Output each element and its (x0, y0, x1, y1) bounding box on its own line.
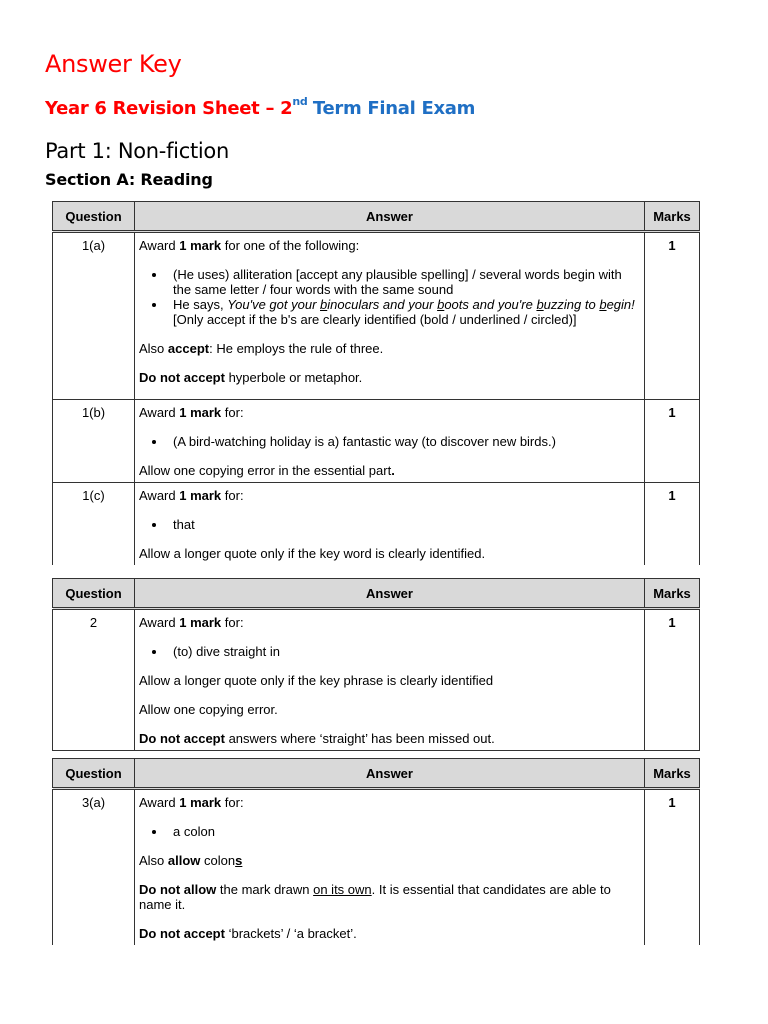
col-question: Question (53, 759, 135, 789)
award-line: Award 1 mark for: (139, 488, 244, 503)
answer-list (139, 517, 640, 532)
table-header-row (53, 579, 700, 609)
answer-cell (135, 232, 645, 400)
question-number: 1(c) (53, 483, 135, 566)
question-number: 1(a) (53, 232, 135, 400)
col-question: Question (53, 202, 135, 232)
subtitle-sheet: Year 6 Revision Sheet (45, 98, 260, 119)
answer-list (139, 644, 640, 659)
also-accept-line: Also accept: He employs the rule of three. (139, 341, 384, 356)
also-allow-line: Also allow colons (139, 853, 243, 868)
marks-value: 1 (645, 232, 700, 400)
table-row-2 (53, 609, 700, 751)
do-not-accept-line: Do not accept ‘brackets’ / ‘a bracket’. (139, 926, 357, 941)
list-item: • (to) dive straight in (167, 644, 640, 659)
mark-scheme-table-1 (52, 201, 700, 565)
col-question: Question (53, 579, 135, 609)
subtitle-term-number: 2 (280, 98, 293, 119)
table-row-1b (53, 400, 700, 483)
question-number: 1(b) (53, 400, 135, 483)
col-marks: Marks (645, 202, 700, 232)
col-answer: Answer (135, 579, 645, 609)
question-number: 3(a) (53, 789, 135, 946)
page-title: Answer Key (45, 50, 182, 78)
do-not-accept-line: Do not accept answers where ‘straight’ has been missed out. (139, 731, 495, 746)
table-header-row (53, 759, 700, 789)
marks-value: 1 (645, 400, 700, 483)
subtitle-dash: – (259, 98, 281, 119)
table-row-1c (53, 483, 700, 566)
question-number: 2 (53, 609, 135, 751)
answer-cell (135, 483, 645, 566)
answer-cell (135, 789, 645, 946)
award-line: Award 1 mark for: (139, 615, 244, 630)
subtitle (45, 95, 476, 119)
table-row-1a (53, 232, 700, 400)
part-heading: Part 1: Non-fiction (45, 139, 229, 163)
mark-scheme-table-2 (52, 578, 700, 751)
list-item: • that (167, 517, 640, 532)
mark-scheme-table-3 (52, 758, 700, 945)
marks-value: 1 (645, 789, 700, 946)
list-item: • (He uses) alliteration [accept any plausible spelling] / several words begin with the same letter / four words with the same sound (167, 267, 640, 297)
table-header-row (53, 202, 700, 232)
col-marks: Marks (645, 579, 700, 609)
section-heading: Section A: Reading (45, 170, 213, 189)
list-item: • (A bird-watching holiday is a) fantastic way (to discover new birds.) (167, 434, 640, 449)
answer-cell (135, 400, 645, 483)
award-line: Award 1 mark for: (139, 405, 244, 420)
col-marks: Marks (645, 759, 700, 789)
award-line: Award 1 mark for one of the following: (139, 238, 360, 253)
note-line: Allow one copying error in the essential part. (139, 463, 395, 478)
marks-value: 1 (645, 483, 700, 566)
note-line: Allow a longer quote only if the key word is clearly identified. (139, 546, 486, 561)
note-line: Allow one copying error. (139, 702, 278, 717)
marks-value: 1 (645, 609, 700, 751)
answer-list (139, 434, 640, 449)
answer-cell (135, 609, 645, 751)
subtitle-ordinal: nd (292, 95, 308, 108)
award-line: Award 1 mark for: (139, 795, 244, 810)
do-not-allow-line: Do not allow the mark drawn on its own. It is essential that candidates are able to name it. (139, 882, 611, 912)
list-item: • He says, You've got your binoculars and your boots and you're buzzing to begin! [Only accept if the b's are clearly identified (bold / underlined / circled)] (167, 297, 640, 327)
list-item: • a colon (167, 824, 640, 839)
subtitle-exam: Term Final Exam (312, 98, 476, 119)
table-row-3a (53, 789, 700, 946)
answer-list (139, 824, 640, 839)
col-answer: Answer (135, 202, 645, 232)
do-not-accept-line: Do not accept hyperbole or metaphor. (139, 370, 363, 385)
col-answer: Answer (135, 759, 645, 789)
answer-list (139, 267, 640, 327)
note-line: Allow a longer quote only if the key phrase is clearly identified (139, 673, 494, 688)
